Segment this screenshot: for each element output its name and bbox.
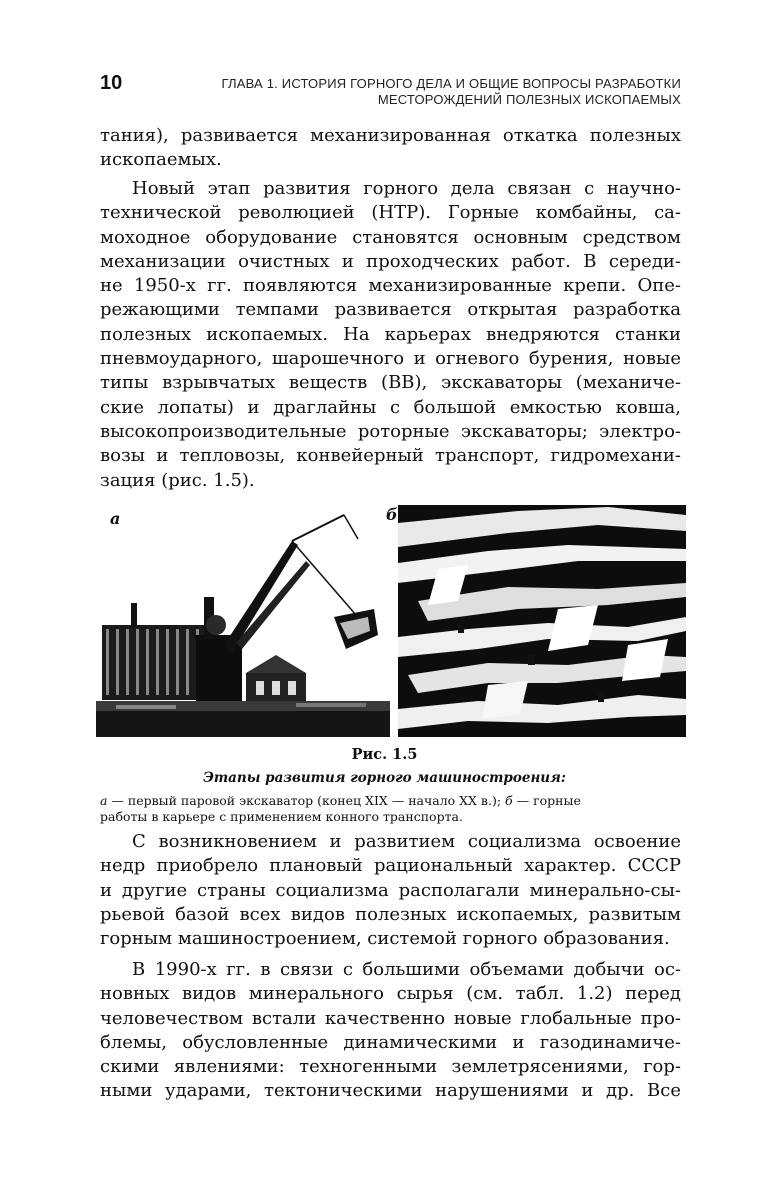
figure-label-a: а (110, 509, 121, 528)
running-head-line-2: МЕСТОРОЖДЕНИЙ ПОЛЕЗНЫХ ИСКОПАЕМЫХ (377, 92, 681, 107)
text-line: человечеством встали качественно новые глобальные про- (100, 1007, 681, 1029)
text-line: пневмоударного, шарошечного и огневого бурения, новые (100, 348, 681, 370)
text-line: Новый этап развития горного дела связан с научно- (132, 178, 681, 199)
figure-caption-note (100, 793, 681, 825)
text-line: возы и тепловозы, конвейерный транспорт, гидромехани- (100, 445, 681, 467)
text-line: ными ударами, тектоническими нарушениями и др. Все (100, 1080, 681, 1102)
text-line: С возникновением и развитием социализма освоение (132, 831, 681, 852)
running-head (221, 76, 681, 108)
text-line: режающими темпами развивается открытая разработка (100, 299, 681, 321)
text-line: технической революцией (НТР). Горные комбайны, са- (100, 202, 681, 224)
figure-1-5 (96, 505, 686, 737)
text-line: и другие страны социализма располагали минерально-сы- (100, 879, 681, 901)
text-line: недр приобрело плановый рациональный характер. СССР (100, 855, 681, 877)
caption-line: работы в карьере с применением конного транспорта. (100, 809, 463, 824)
figure-title: Рис. 1.5 (351, 746, 418, 763)
text-line: В 1990-х гг. в связи с большими объемами добычи ос- (132, 959, 681, 980)
text-line: горным машиностроением, системой горного образования. (100, 928, 670, 950)
paragraph-2 (100, 177, 681, 493)
caption-line (100, 793, 681, 809)
paragraph-3 (100, 830, 681, 951)
text-line: рьевой базой всех видов полезных ископаемых, развитым (100, 903, 681, 925)
page-number: 10 (100, 72, 123, 94)
text-line: тания), развивается механизированная откатка полезных (100, 125, 681, 146)
text-line: механизации очистных и проходческих работ. В середи- (100, 250, 681, 272)
text-line: типы взрывчатых веществ (ВВ), экскаваторы (механиче- (100, 372, 681, 394)
caption-text-a: — первый паровой экскаватор (конец XIX — начало XX в.); (107, 793, 506, 808)
caption-letter-a: а (100, 793, 108, 808)
text-line: блемы, обусловленные динамическими и газодинамиче- (100, 1031, 681, 1053)
figure-subtitle: Этапы развития горного машиностроения: (203, 770, 566, 786)
running-head-line-1: ГЛАВА 1. ИСТОРИЯ ГОРНОГО ДЕЛА И ОБЩИЕ ВОПРОСЫ РАЗРАБОТКИ (221, 76, 681, 91)
caption-text-b: — горные (512, 793, 581, 808)
text-line: не 1950-х гг. появляются механизированные крепи. Опе- (100, 275, 681, 297)
text-line: полезных ископаемых. На карьерах внедряются станки (100, 323, 681, 345)
caption-letter-b: б (505, 793, 513, 808)
text-line: моходное оборудование становятся основным средством (100, 226, 681, 248)
text-line: ископаемых. (100, 149, 222, 171)
text-line: зация (рис. 1.5). (100, 469, 255, 491)
steam-excavator-photo (96, 505, 390, 737)
figure-label-b: б (386, 505, 398, 524)
paragraph-1 (100, 124, 681, 173)
paragraph-4 (100, 958, 681, 1104)
text-line: ские лопаты) и драглайны с большой емкостью ковша, (100, 396, 681, 418)
open-pit-quarry-photo (398, 505, 686, 737)
text-line: высокопроизводительные роторные экскаваторы; электро- (100, 420, 681, 442)
text-line: новных видов минерального сырья (см. табл. 1.2) перед (100, 983, 681, 1005)
text-line: скими явлениями: техногенными землетрясениями, гор- (100, 1056, 681, 1078)
